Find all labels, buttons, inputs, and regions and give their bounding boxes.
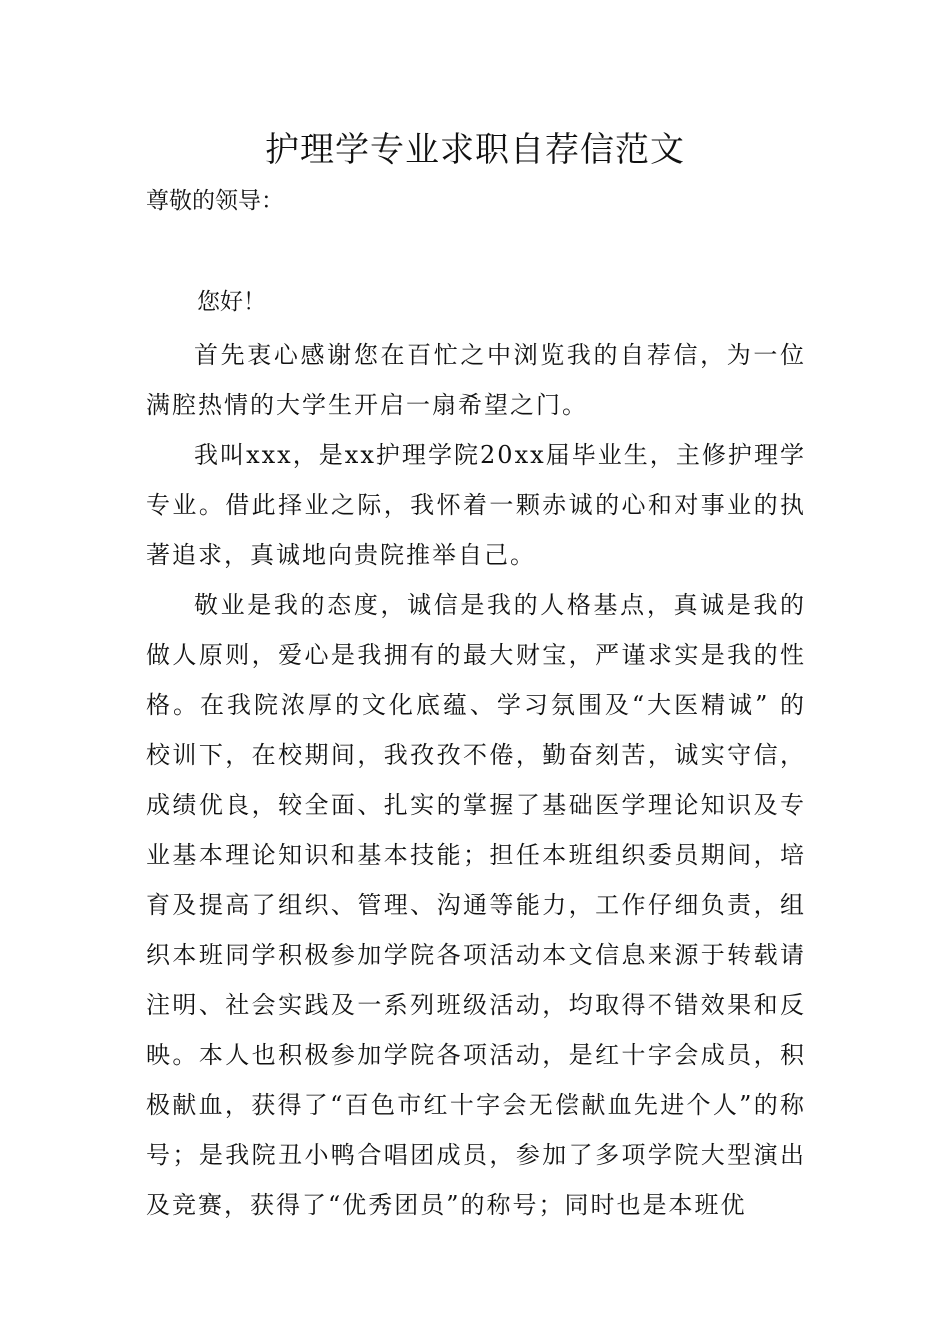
letter-body bbox=[146, 330, 806, 1230]
greeting: 您好！ bbox=[197, 289, 266, 315]
document-title: 护理学专业求职自荐信范文 bbox=[265, 130, 685, 170]
salutation: 尊敬的领导： bbox=[146, 188, 284, 214]
paragraph-introduction: 我叫xxx，是xx护理学院20xx届毕业生，主修护理学专业。借此择业之际，我怀着一颗赤诚的心和对事业的执著追求，真诚地向贵院推举自己。 bbox=[146, 441, 806, 569]
paragraph-thanks: 首先衷心感谢您在百忙之中浏览我的自荐信，为一位满腔热情的大学生开启一扇希望之门。 bbox=[146, 341, 806, 419]
paragraph-qualifications: 敬业是我的态度，诚信是我的人格基点，真诚是我的做人原则，爱心是我拥有的最大财宝，严谨求实是我的性格。在我院浓厚的文化底蕴、学习氛围及“大医精诚” 的校训下，在校期间，我孜孜不倦，勤奋刻苦，诚实守信，成绩优良，较全面、扎实的掌握了基础医学理论知识及专业基本理论知识和基本技能；担任本班组织委员期间，培育及提高了组织、管理、沟通等能力，工作仔细负责，组织本班同学积极参加学院各项活动本文信息来源于转载请注明、社会实践及一系列班级活动，均取得不错效果和反映。本人也积极参加学院各项活动，是红十字会成员，积极献血，获得了“百色市红十字会无偿献血先进个人”的称号；是我院丑小鸭合唱团成员，参加了多项学院大型演出及竞赛，获得了“优秀团员”的称号；同时也是本班优 bbox=[146, 591, 806, 1219]
